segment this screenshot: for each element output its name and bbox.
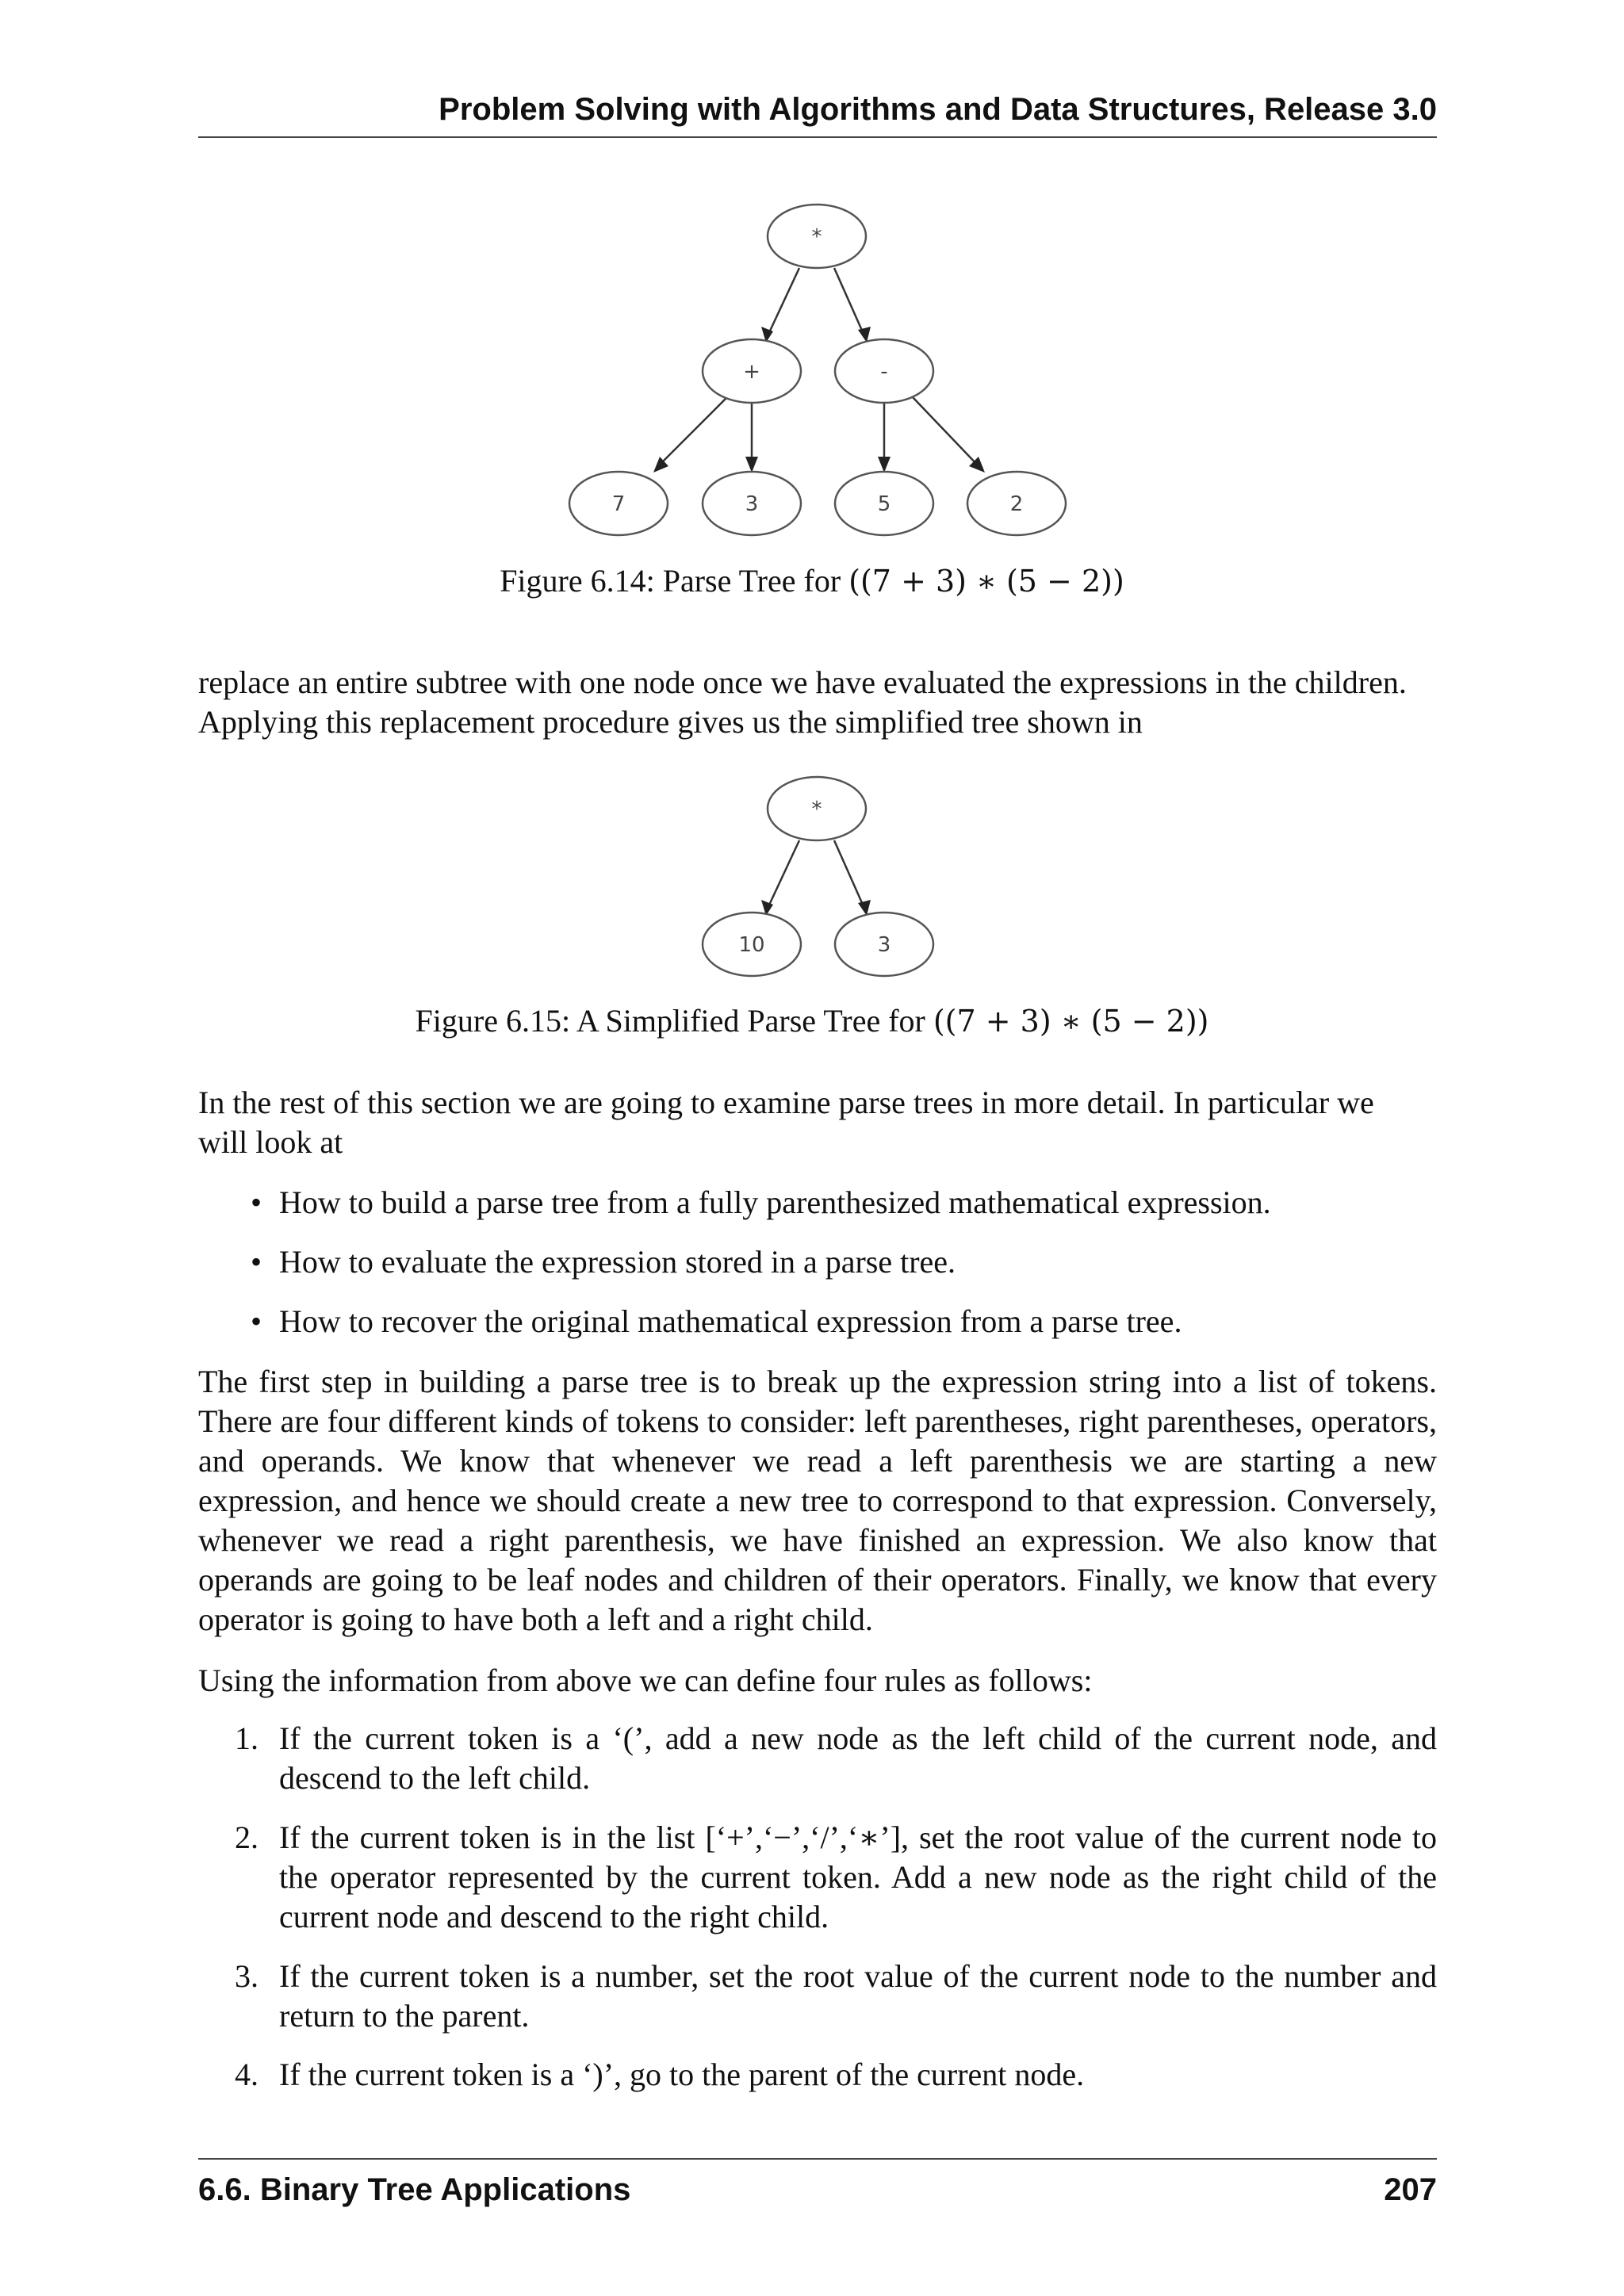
page-header [198, 89, 1437, 138]
node-3-label: 3 [877, 933, 891, 957]
edge-plus-7 [657, 396, 728, 468]
node-10-label: 10 [738, 933, 765, 957]
node-plus-label: + [743, 360, 760, 384]
node-5-label: 5 [877, 492, 891, 516]
running-title: Problem Solving with Algorithms and Data Structures, Release 3.0 [439, 92, 1437, 127]
edge-root-left [766, 268, 799, 339]
paragraph-body: Using the information from above we can define four rules as follows: [198, 1663, 1093, 1698]
page-footer [198, 2158, 1437, 2207]
bullet: • [251, 1184, 262, 1220]
bullet: • [251, 1244, 262, 1280]
paragraph-line: replace an entire subtree with one node once we have evaluated the expressions in the children. [198, 664, 1407, 700]
figure-6-15 [0, 773, 1624, 987]
list-item-text: If the current token is a number, set the root value of the current node to the number and return to the parent. [279, 1958, 1437, 2034]
paragraph-1 [198, 663, 1437, 742]
edge-root-right [834, 268, 866, 339]
list-item-text: If the current token is in the list [‘+’,‘−’,‘/’,‘∗’], set the root value of the current node to the operator represented by the current token. Add a new node as the right child of the current node and descend to the right child. [279, 1820, 1437, 1934]
figure-6-15-caption [0, 1001, 1624, 1041]
page-number: 207 [1384, 2172, 1437, 2207]
section-title: 6.6. Binary Tree Applications [198, 2172, 631, 2207]
figure-6-14 [0, 198, 1624, 547]
edge-root-right [834, 840, 866, 912]
node-7-label: 7 [611, 492, 626, 516]
figure-6-14-caption [0, 561, 1624, 601]
list-item-text: If the current token is a ‘(’, add a new node as the left child of the current node, and descend to the left child. [279, 1720, 1437, 1796]
list-item-text: How to evaluate the expression stored in a parse tree. [279, 1244, 956, 1280]
paragraph-line: Applying this replacement procedure gives us the simplified tree shown in [198, 704, 1143, 740]
node-minus-label: - [880, 360, 888, 384]
paragraph-line: will look at [198, 1124, 343, 1160]
caption-text: Figure 6.14: Parse Tree for [500, 563, 849, 599]
caption-text: Figure 6.15: A Simplified Parse Tree for [415, 1003, 933, 1039]
paragraph-body: The first step in building a parse tree is to break up the expression string into a list of tokens. There are four different kinds of tokens to consider: left parentheses, right parentheses, operators, and operands. We know that whenever we read a left parenthesis we are starting a new expression, and hence we should create a new tree to correspond to that expression. Conversely, whenever we read a right parenthesis, we have finished an expression. We also know that operands are going to be leaf nodes and children of their operators. Finally, we know that every operator is going to have both a left and a right child. [198, 1364, 1437, 1637]
list-number: 2. [235, 1820, 259, 1855]
node-root-label: * [811, 225, 822, 249]
caption-math: ((7 + 3) ∗ (5 − 2)) [848, 564, 1124, 599]
edge-root-left [766, 840, 799, 912]
caption-math: ((7 + 3) ∗ (5 − 2)) [933, 1004, 1209, 1039]
list-item-text: If the current token is a ‘)’, go to the parent of the current node. [279, 2057, 1085, 2092]
parse-tree-diagram [0, 198, 1624, 547]
list-item-text: How to build a parse tree from a fully parenthesized mathematical expression. [279, 1184, 1271, 1220]
list-item-text: How to recover the original mathematical expression from a parse tree. [279, 1303, 1182, 1339]
bullet: • [251, 1303, 262, 1339]
paragraph-4 [198, 1661, 1437, 1701]
edge-minus-2 [912, 396, 980, 468]
paragraph-2 [198, 1083, 1437, 1162]
node-2-label: 2 [1009, 492, 1024, 516]
paragraph-3 [198, 1362, 1437, 1640]
node-root-label: * [811, 798, 822, 821]
arrowhead [878, 457, 891, 473]
arrowhead [745, 457, 758, 473]
list-number: 1. [235, 1720, 259, 1756]
node-3-label: 3 [745, 492, 759, 516]
list-number: 4. [235, 2057, 259, 2092]
paragraph-line: In the rest of this section we are going to examine parse trees in more detail. In particular we [198, 1085, 1374, 1120]
simplified-tree-diagram [0, 773, 1624, 987]
list-number: 3. [235, 1958, 259, 1994]
